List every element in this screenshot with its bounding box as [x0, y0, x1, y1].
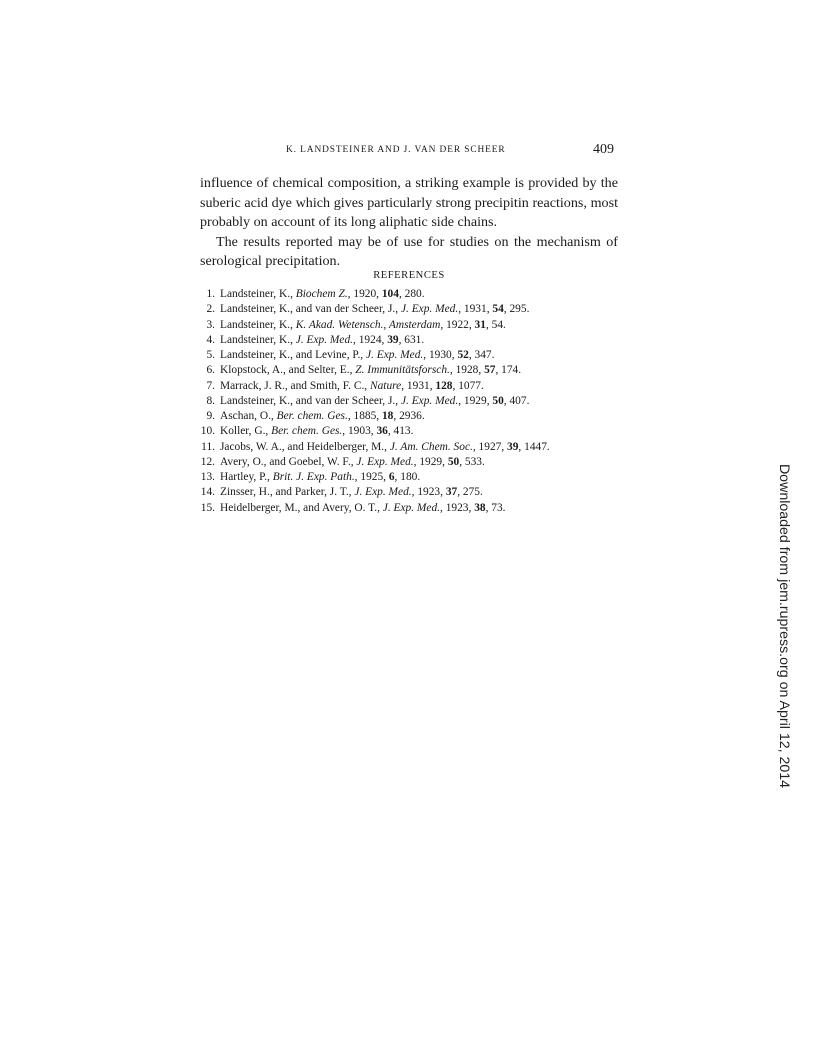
body-paragraph-2: The results reported may be of use for studies on the mechanism of serological precipitation.: [200, 233, 618, 270]
body-paragraph-1: influence of chemical composition, a striking example is provided by the suberic acid dye which gives particularly strong precipitin reactions, most probably on account of its long aliphatic side chains.: [200, 175, 618, 231]
reference-year: , 1931,: [458, 303, 493, 316]
running-head: [200, 142, 618, 162]
reference-number: 15.: [200, 501, 215, 514]
reference-journal: J. Exp. Med.: [400, 303, 459, 316]
reference-authors: Marrack, J. R., and Smith, F. C.,: [220, 379, 371, 392]
reference-year: , 1929,: [458, 394, 493, 407]
reference-item: [200, 394, 620, 409]
reference-pages: , 2936.: [393, 410, 425, 422]
page-number: 409: [593, 142, 614, 157]
reference-item: [200, 287, 620, 302]
reference-pages: , 180.: [394, 471, 421, 483]
reference-authors: Landsteiner, K., and van der Scheer, J.,: [220, 394, 401, 407]
reference-year: , 1922,: [440, 318, 475, 331]
reference-pages: , 295.: [503, 303, 530, 316]
reference-item: [200, 348, 620, 363]
reference-journal: K. Akad. Wetensch., Amsterdam: [295, 318, 441, 331]
reference-item: [200, 318, 620, 333]
reference-authors: Landsteiner, K., and van der Scheer, J.,: [220, 303, 401, 316]
reference-authors: Landsteiner, K., and Levine, P.,: [220, 349, 367, 361]
reference-authors: Heidelberger, M., and Avery, O. T.,: [220, 501, 383, 514]
reference-year: , 1885,: [347, 410, 382, 422]
reference-year: , 1920,: [347, 288, 382, 300]
reference-number: 9.: [206, 410, 215, 422]
reference-journal: Ber. chem. Ges.: [276, 410, 348, 422]
reference-item: [200, 440, 620, 455]
reference-item: [200, 409, 620, 424]
reference-item: [200, 302, 620, 317]
reference-year: , 1931,: [401, 379, 436, 392]
reference-volume: 38: [474, 501, 486, 514]
reference-volume: 128: [435, 379, 453, 392]
reference-year: , 1929,: [413, 455, 448, 468]
reference-number: 1.: [206, 288, 215, 300]
reference-authors: Koller, G.,: [220, 425, 272, 438]
reference-journal: J. Exp. Med.: [356, 455, 414, 468]
reference-year: , 1925,: [354, 471, 389, 483]
reference-number: 5.: [206, 349, 215, 361]
reference-journal: J. Exp. Med.: [366, 349, 424, 361]
reference-authors: Landsteiner, K.,: [220, 288, 296, 300]
reference-pages: , 1447.: [518, 440, 550, 453]
reference-authors: Aschan, O.,: [220, 410, 277, 422]
reference-pages: , 631.: [398, 333, 425, 346]
reference-number: 14.: [200, 486, 215, 499]
reference-number: 11.: [201, 440, 215, 453]
reference-item: [200, 485, 620, 500]
reference-pages: , 533.: [459, 455, 485, 468]
reference-volume: 37: [445, 486, 458, 499]
reference-year: , 1928,: [449, 364, 485, 377]
reference-item: [200, 455, 620, 470]
reference-volume: 104: [381, 288, 399, 300]
reference-item: [200, 363, 620, 378]
reference-authors: Landsteiner, K.,: [220, 333, 296, 346]
reference-year: , 1903,: [342, 425, 377, 438]
reference-pages: , 413.: [387, 425, 414, 438]
reference-year: , 1923,: [440, 501, 475, 514]
reference-volume: 50: [447, 455, 460, 468]
reference-authors: Klopstock, A., and Selter, E.,: [220, 364, 356, 377]
reference-journal: Ber. chem. Ges.: [271, 425, 343, 438]
reference-year: , 1924,: [353, 333, 388, 346]
reference-item: [200, 424, 620, 439]
reference-pages: , 407.: [503, 394, 530, 407]
reference-authors: Hartley, P.,: [220, 471, 273, 483]
reference-journal: J. Am. Chem. Soc.: [389, 440, 473, 453]
reference-pages: , 275.: [457, 486, 483, 499]
reference-volume: 6: [388, 471, 395, 483]
reference-number: 3.: [206, 318, 215, 331]
reference-pages: , 280.: [398, 288, 425, 300]
reference-year: , 1927,: [472, 440, 508, 453]
reference-journal: J. Exp. Med.: [382, 501, 441, 514]
reference-number: 8.: [206, 394, 215, 407]
reference-journal: Biochem Z.: [295, 288, 348, 300]
reference-number: 10.: [200, 425, 215, 438]
reference-pages: , 54.: [485, 318, 506, 331]
reference-year: , 1923,: [411, 486, 446, 499]
reference-authors: Zinsser, H., and Parker, J. T.,: [220, 486, 355, 499]
reference-number: 2.: [206, 303, 215, 316]
reference-volume: 36: [376, 425, 388, 438]
reference-item: [200, 379, 620, 394]
reference-number: 12.: [200, 455, 215, 468]
reference-year: , 1930,: [423, 349, 458, 361]
download-note-text: Downloaded from jem.rupress.org on April 12, 2014: [776, 463, 792, 789]
reference-item: [200, 501, 620, 516]
reference-volume: 39: [387, 333, 399, 346]
reference-volume: 39: [507, 440, 519, 453]
reference-volume: 54: [492, 303, 504, 316]
reference-pages: , 174.: [495, 364, 522, 377]
running-head-authors: K. LANDSTEINER AND J. VAN DER SCHEER: [286, 145, 506, 155]
reference-journal: Z. Immunitätsforsch.: [355, 364, 450, 377]
reference-volume: 18: [381, 410, 394, 422]
reference-journal: J. Exp. Med.: [400, 394, 459, 407]
reference-number: 7.: [206, 379, 215, 392]
reference-journal: J. Exp. Med.: [354, 486, 412, 499]
reference-authors: Landsteiner, K.,: [220, 318, 296, 331]
reference-item: [200, 470, 620, 485]
reference-volume: 50: [492, 394, 504, 407]
reference-authors: Jacobs, W. A., and Heidelberger, M.,: [220, 440, 390, 453]
reference-journal: J. Exp. Med.: [295, 333, 354, 346]
reference-journal: Brit. J. Exp. Path.: [272, 471, 355, 483]
reference-number: 6.: [206, 364, 215, 377]
reference-journal: Nature: [370, 379, 402, 392]
reference-volume: 31: [474, 318, 486, 331]
reference-volume: 52: [457, 349, 469, 361]
reference-number: 13.: [200, 471, 215, 483]
references-heading: REFERENCES: [373, 270, 445, 281]
reference-list: [200, 287, 620, 516]
reference-pages: , 347.: [468, 349, 495, 361]
reference-volume: 57: [484, 364, 496, 377]
reference-item: [200, 333, 620, 348]
body-text: [200, 174, 618, 272]
reference-pages: , 1077.: [452, 379, 484, 392]
reference-number: 4.: [206, 333, 215, 346]
reference-authors: Avery, O., and Goebel, W. F.,: [220, 455, 357, 468]
reference-pages: , 73.: [485, 501, 506, 514]
